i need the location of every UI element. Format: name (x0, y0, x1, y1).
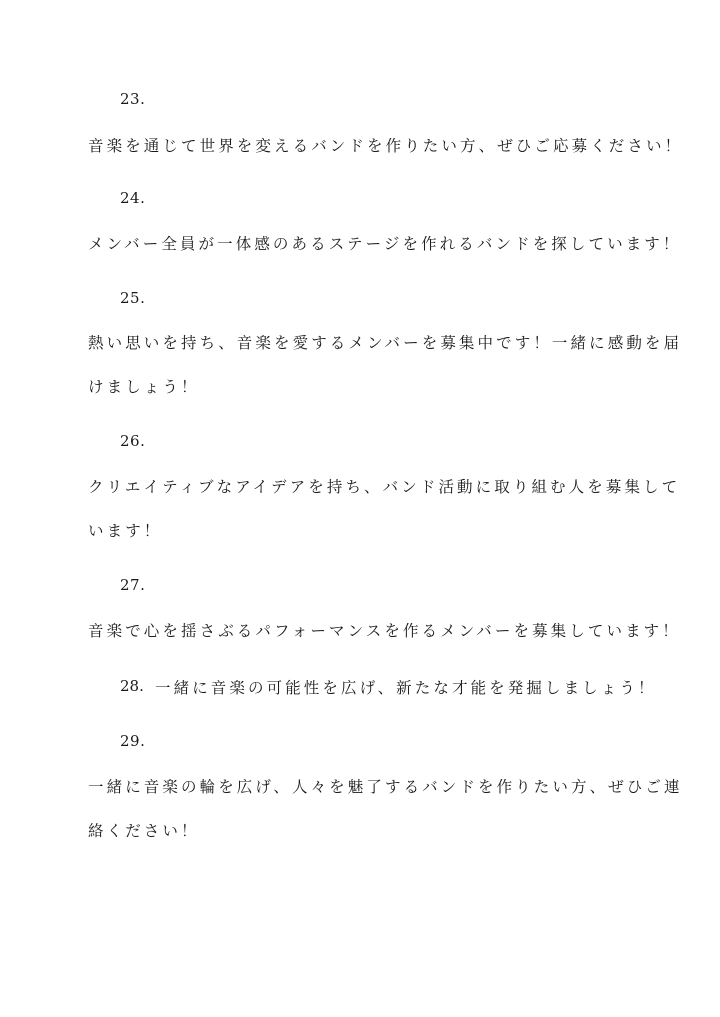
item-text-line: クリエイティブなアイデアを持ち、バンド活動に取り組む人を募集して (88, 478, 681, 496)
item-text-line: 一緒に音楽の可能性を広げ、新たな才能を発掘しましょう！ (155, 679, 657, 697)
item-text-line: けましょう！ (88, 378, 200, 396)
item-text-line: 音楽で心を揺さぶるパフォーマンスを作るメンバーを募集しています！ (88, 622, 681, 640)
item-number: 26. (120, 432, 146, 450)
item-text-line: 絡ください！ (88, 822, 200, 840)
item-number: 29. (120, 732, 146, 750)
item-number: 23. (120, 90, 146, 108)
item-text-line: 一緒に音楽の輪を広げ、人々を魅了するバンドを作りたい方、ぜひご連 (88, 778, 683, 796)
item-number: 27. (120, 576, 146, 594)
item-text-line: メンバー全員が一体感のあるステージを作れるバンドを探しています！ (88, 235, 682, 253)
item-text-line: 熱い思いを持ち、音楽を愛するメンバーを募集中です！一緒に感動を届 (88, 334, 683, 352)
item-number: 24. (120, 189, 146, 207)
item-number: 28. (120, 677, 144, 695)
item-number: 25. (120, 289, 146, 307)
item-text-line: います！ (88, 522, 163, 540)
item-text-line: 音楽を通じて世界を変えるバンドを作りたい方、ぜひご応募ください！ (88, 137, 684, 155)
